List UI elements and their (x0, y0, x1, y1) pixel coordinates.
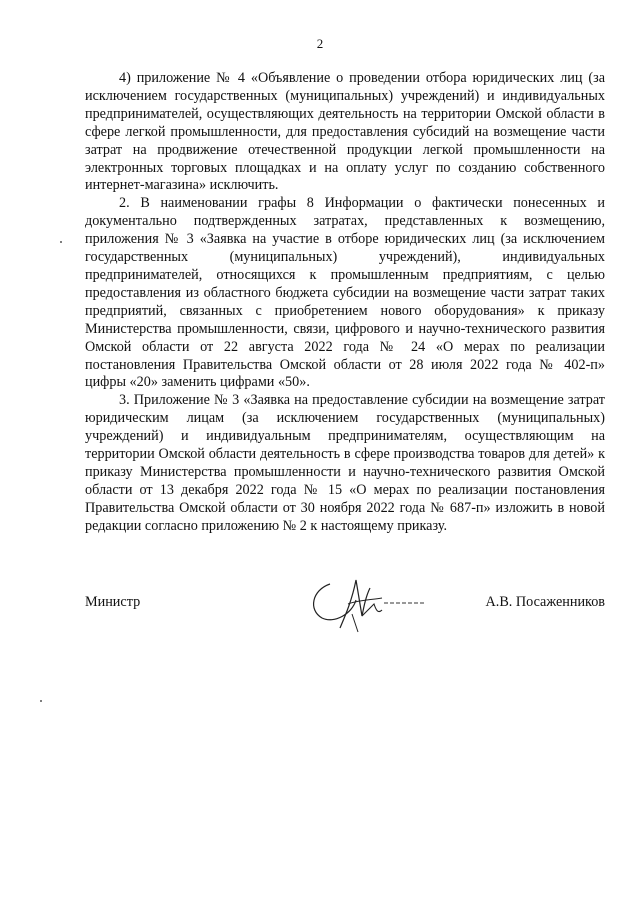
signer-name: А.В. Посаженников (485, 594, 605, 610)
paragraph-clause-2: 2. В наименовании графы 8 Информации о фактически понесенных и документально подтвержденных затратах, представленных к возмещению, приложения № 3 «Заявка на участие в отборе юридических лиц (за исключением государственных (муниципальных) учреждений), индивидуальных предпринимателей, относящихся к промышленным предприятиям, с целью предоставления из областного бюджета субсидии на возмещение части затрат таких предприятий, связанных с приобретением нового оборудования» к приказу Министерства промышленности, связи, цифрового и научно-технического развития Омской области от 22 августа 2022 года № 24 «О мерах по реализации постановления Правительства Омской области от 28 июля 2022 года № 402-п» цифры «20» заменить цифрами «50». (85, 195, 605, 391)
page-number: 2 (316, 36, 324, 51)
signer-title: Министр (85, 594, 141, 610)
margin-mark (40, 700, 42, 702)
margin-mark (60, 241, 62, 243)
paragraph-item-4: 4) приложение № 4 «Объявление о проведении отбора юридических лиц (за исключением государственных (муниципальных) учреждений) и индивидуальных предпринимателей, осуществляющих деятельность на территории Омской области в сфере легкой промышленности, для предоставления субсидий на возмещение части затрат на продвижение отечественной продукции легкой промышленности на электронных торговых площадках и на оплату услуг по созданию собственного интернет-магазина» исключить. (85, 70, 605, 194)
paragraph-clause-3: 3. Приложение № 3 «Заявка на предоставление субсидии на возмещение затрат юридическим лицам (за исключением государственных (муниципальных) учреждений) и индивидуальным предпринимателям, осуществляющим на территории Омской области деятельность в сфере производства товаров для детей» к приказу Министерства промышленности и научно-технического развития Омской области от 13 декабря 2022 года № 15 «О мерах по реализации постановления Правительства Омской области от 30 ноября 2022 года № 687-п» изложить в новой редакции согласно приложению № 2 к настоящему приказу. (85, 392, 605, 534)
document-body (85, 70, 605, 536)
handwritten-signature (300, 570, 435, 640)
signature-block (85, 570, 605, 650)
